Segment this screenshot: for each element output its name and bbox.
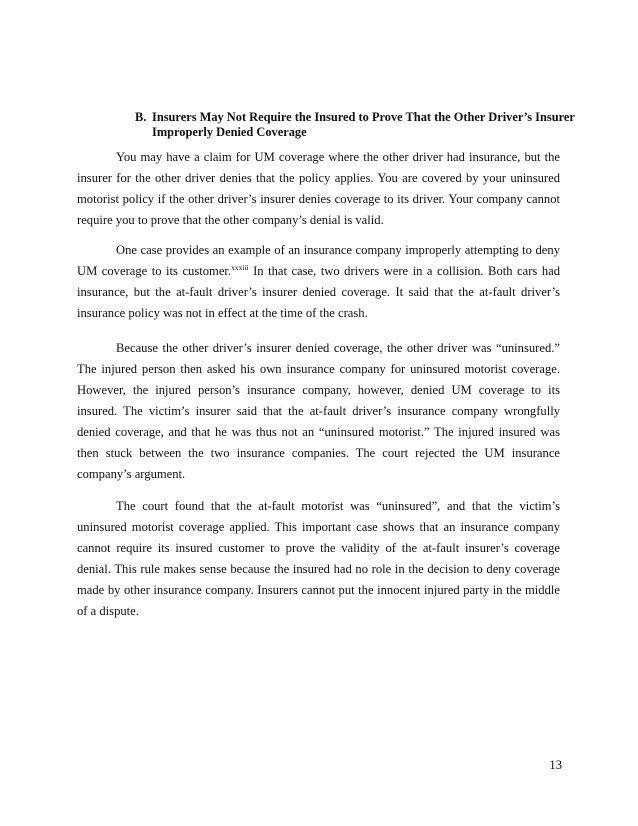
section-heading-text: Insurers May Not Require the Insured to Prove That the Other Driver’s Insurer Improperly Denied Coverage [152,110,575,139]
paragraph-1: You may have a claim for UM coverage where the other driver had insurance, but the insurer for the other driver denies that the policy applies. You are covered by your uninsured motorist policy if the other driver’s insurer denies coverage to its driver. Your company cannot require you to prove that the other company’s denial is valid. [77,150,560,227]
paragraph-2-text-before: One case provides an example of an insurance company improperly attempting to deny UM coverage to its customer. [77,243,560,278]
paragraph-2 [77,240,560,324]
footnote-reference: xxxiii [231,263,249,272]
paragraph-4: The court found that the at-fault motorist was “uninsured”, and that the victim’s uninsured motorist coverage applied. This important case shows that an insurance company cannot require its insured customer to prove the validity of the at-fault insurer’s coverage denial. This rule makes sense because the insured had no role in the decision to deny coverage made by other insurance company. Insurers cannot put the innocent injured party in the middle of a dispute. [77,499,560,618]
page-number: 13 [549,758,562,772]
paragraph-3: Because the other driver’s insurer denied coverage, the other driver was “uninsured.” The injured person then asked his own insurance company for uninsured motorist coverage. However, the injured person’s insurance company, however, denied UM coverage to its insured. The victim’s insurer said that the at-fault driver’s insurance company wrongfully denied coverage, and that he was thus not an “uninsured motorist.” The injured insured was then stuck between the two insurance companies. The court rejected the UM insurance company’s argument. [77,341,560,481]
section-marker: B. [135,110,147,124]
paragraph-2-text-after: In that case, two drivers were in a collision. Both cars had insurance, but the at-fault driver’s insurer denied coverage. It said that the at-fault driver’s insurance policy was not in effect at the time of the crash. [77,264,560,320]
section-heading [135,110,575,140]
